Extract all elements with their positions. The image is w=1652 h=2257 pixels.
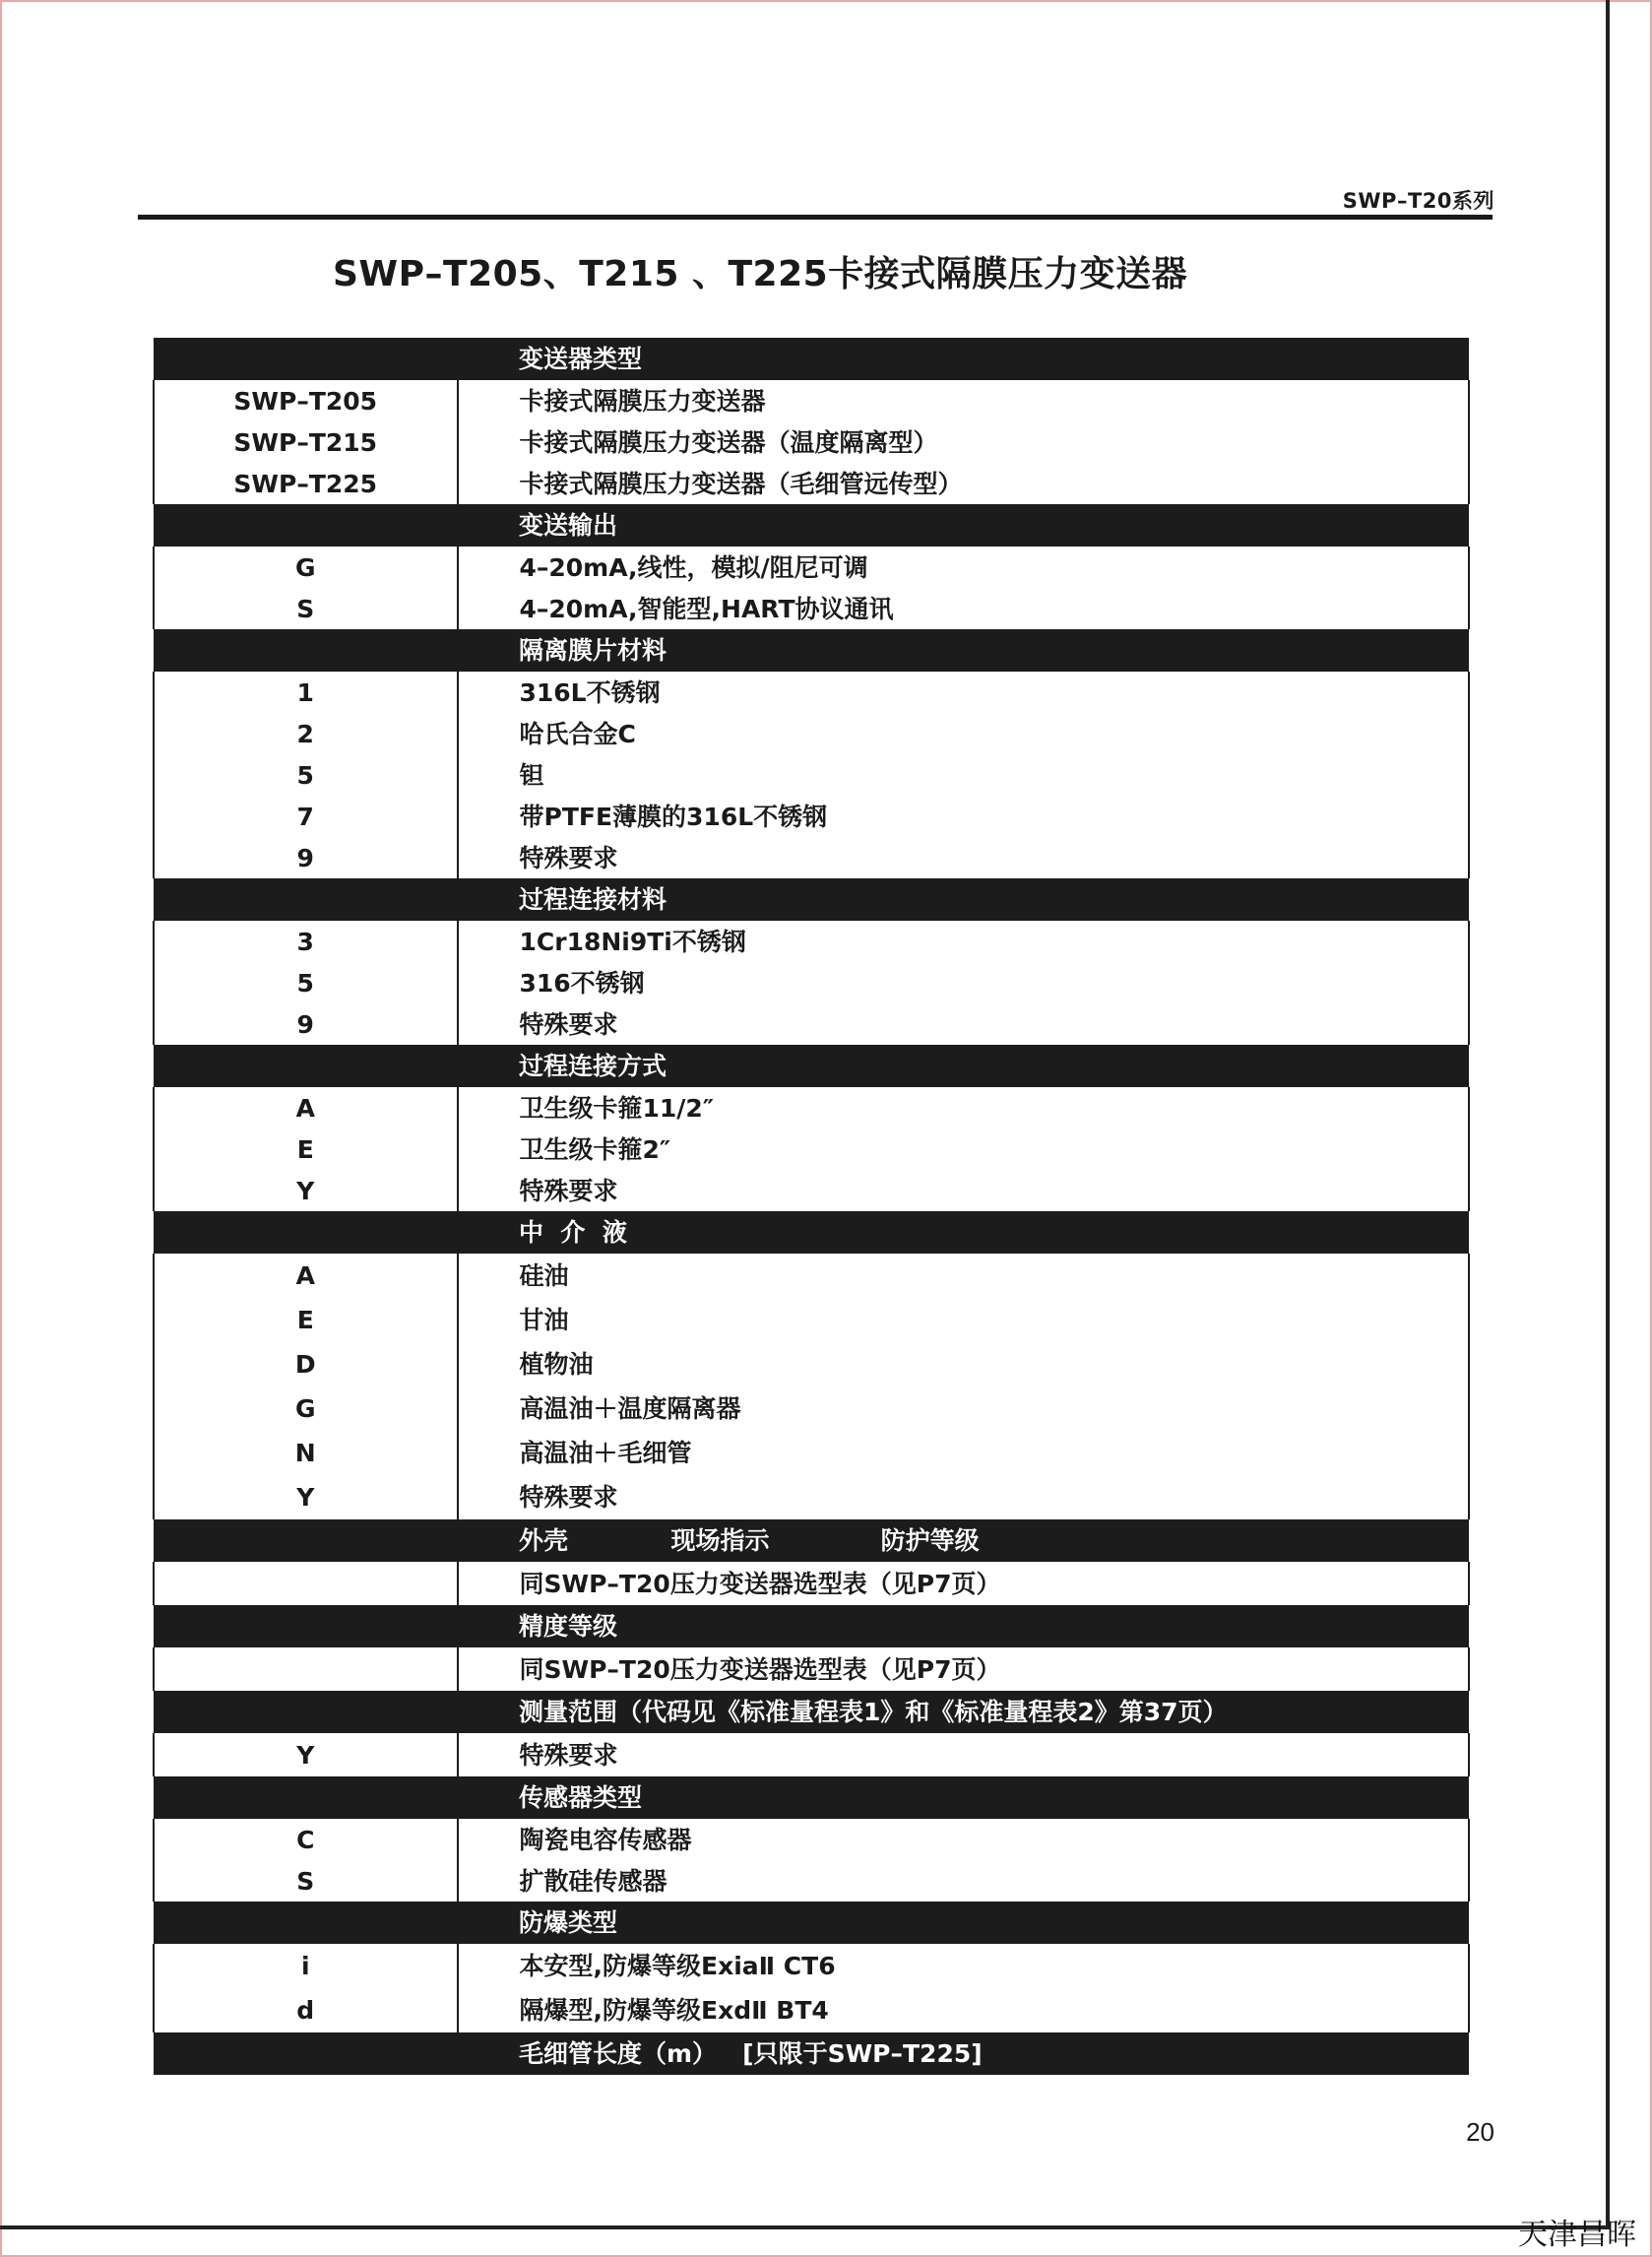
option-code: 5	[154, 962, 458, 1003]
option-code: N	[154, 1431, 458, 1475]
option-row	[154, 837, 1469, 878]
option-description: 特殊要求	[458, 837, 1470, 878]
option-description: 1Cr18Ni9Ti不锈钢	[458, 921, 1470, 962]
option-row	[154, 1003, 1469, 1045]
option-description: 同SWP–T20压力变送器选型表（见P7页）	[458, 1562, 1470, 1605]
option-description: 硅油	[458, 1254, 1470, 1298]
option-description: 同SWP–T20压力变送器选型表（见P7页）	[458, 1647, 1470, 1691]
option-code: d	[154, 1988, 458, 2032]
option-description: 隔爆型,防爆等级ExdⅡ BT4	[458, 1988, 1470, 2032]
section-header-row	[154, 1211, 1469, 1254]
section-header-row	[154, 504, 1469, 547]
watermark: 天津昌晖	[1518, 2218, 1636, 2252]
option-code: 5	[154, 754, 458, 796]
option-description: 卡接式隔膜压力变送器（温度隔离型）	[458, 421, 1470, 463]
option-code: A	[154, 1087, 458, 1128]
section-header-title: 中 介 液	[458, 1211, 1470, 1254]
section-header-title: 过程连接方式	[458, 1045, 1470, 1087]
section-header-title: 防爆类型	[458, 1902, 1470, 1944]
section-header-title: 变送器类型	[458, 338, 1470, 380]
option-code: C	[154, 1819, 458, 1860]
option-description: 哈氏合金C	[458, 713, 1470, 754]
option-code	[154, 1562, 458, 1605]
section-header-code-cell	[154, 1045, 458, 1087]
option-row	[154, 463, 1469, 504]
option-code: SWP–T205	[154, 380, 458, 421]
option-code	[154, 1647, 458, 1691]
page-frame-bottom	[0, 2225, 1610, 2229]
section-header-title: 传感器类型	[458, 1776, 1470, 1819]
page-frame-right	[1606, 0, 1610, 2227]
option-row	[154, 1087, 1469, 1128]
option-row	[154, 1298, 1469, 1342]
option-code: 3	[154, 921, 458, 962]
section-header-title: 毛细管长度（m） [只限于SWP–T225]	[458, 2032, 1470, 2075]
option-row	[154, 421, 1469, 463]
section-header-code-cell	[154, 1605, 458, 1647]
option-row	[154, 547, 1469, 588]
section-header-row	[154, 1605, 1469, 1647]
option-row	[154, 588, 1469, 629]
section-header-code-cell	[154, 878, 458, 921]
option-row	[154, 1988, 1469, 2032]
option-row	[154, 796, 1469, 837]
section-header-code-cell	[154, 1902, 458, 1944]
option-description: 4–20mA,线性，模拟/阻尼可调	[458, 547, 1470, 588]
option-description: 甘油	[458, 1298, 1470, 1342]
option-code: 9	[154, 1003, 458, 1045]
section-header-code-cell	[154, 1519, 458, 1562]
selection-table	[153, 338, 1470, 2075]
option-code: 7	[154, 796, 458, 837]
option-row	[154, 1431, 1469, 1475]
section-header-code-cell	[154, 1211, 458, 1254]
option-description: 卡接式隔膜压力变送器	[458, 380, 1470, 421]
section-header-title: 变送输出	[458, 504, 1470, 547]
option-row	[154, 1342, 1469, 1386]
option-description: 特殊要求	[458, 1003, 1470, 1045]
selection-table-body	[154, 338, 1469, 2075]
section-header-title: 过程连接材料	[458, 878, 1470, 921]
option-description: 钽	[458, 754, 1470, 796]
option-description: 特殊要求	[458, 1733, 1470, 1776]
option-code: G	[154, 1386, 458, 1431]
option-code: E	[154, 1298, 458, 1342]
option-code: SWP–T225	[154, 463, 458, 504]
section-header-row	[154, 2032, 1469, 2075]
option-row	[154, 1170, 1469, 1211]
option-description: 本安型,防爆等级ExiaⅡ CT6	[458, 1944, 1470, 1988]
option-code: S	[154, 1860, 458, 1902]
option-description: 特殊要求	[458, 1170, 1470, 1211]
option-description: 带PTFE薄膜的316L不锈钢	[458, 796, 1470, 837]
section-header-row	[154, 1691, 1469, 1733]
section-header-title: 隔离膜片材料	[458, 629, 1470, 672]
section-header-row	[154, 1902, 1469, 1944]
option-description: 卡接式隔膜压力变送器（毛细管远传型）	[458, 463, 1470, 504]
option-description: 316L不锈钢	[458, 672, 1470, 713]
option-code: 9	[154, 837, 458, 878]
option-code: i	[154, 1944, 458, 1988]
option-code: SWP–T215	[154, 421, 458, 463]
option-code: G	[154, 547, 458, 588]
option-row	[154, 380, 1469, 421]
header-rule	[138, 215, 1493, 220]
option-row	[154, 672, 1469, 713]
option-code: A	[154, 1254, 458, 1298]
section-header-code-cell	[154, 1776, 458, 1819]
option-row	[154, 1647, 1469, 1691]
option-code: E	[154, 1128, 458, 1170]
option-row	[154, 1860, 1469, 1902]
section-header-title: 精度等级	[458, 1605, 1470, 1647]
section-header-row	[154, 1519, 1469, 1562]
section-header-row	[154, 1776, 1469, 1819]
section-header-code-cell	[154, 338, 458, 380]
option-description: 植物油	[458, 1342, 1470, 1386]
section-header-code-cell	[154, 1691, 458, 1733]
option-row	[154, 1386, 1469, 1431]
option-code: Y	[154, 1475, 458, 1519]
option-description: 特殊要求	[458, 1475, 1470, 1519]
option-description: 316不锈钢	[458, 962, 1470, 1003]
option-row	[154, 921, 1469, 962]
section-header-row	[154, 629, 1469, 672]
option-row	[154, 754, 1469, 796]
option-code: S	[154, 588, 458, 629]
section-header-code-cell	[154, 2032, 458, 2075]
option-description: 高温油＋毛细管	[458, 1431, 1470, 1475]
section-header-row	[154, 1045, 1469, 1087]
option-row	[154, 1475, 1469, 1519]
option-row	[154, 713, 1469, 754]
option-description: 扩散硅传感器	[458, 1860, 1470, 1902]
section-header-title: 外壳 现场指示 防护等级	[458, 1519, 1470, 1562]
option-row	[154, 1733, 1469, 1776]
option-row	[154, 962, 1469, 1003]
document-title: SWP–T205、T215 、T225卡接式隔膜压力变送器	[333, 254, 1188, 294]
section-header-code-cell	[154, 629, 458, 672]
option-description: 陶瓷电容传感器	[458, 1819, 1470, 1860]
option-description: 卫生级卡箍11/2″	[458, 1087, 1470, 1128]
section-header-row	[154, 338, 1469, 380]
option-code: D	[154, 1342, 458, 1386]
series-label: SWP–T20系列	[1342, 189, 1494, 213]
option-code: 2	[154, 713, 458, 754]
option-row	[154, 1819, 1469, 1860]
option-row	[154, 1562, 1469, 1605]
page-number: 20	[1466, 2117, 1494, 2147]
option-code: 1	[154, 672, 458, 713]
option-code: Y	[154, 1170, 458, 1211]
option-row	[154, 1944, 1469, 1988]
option-row	[154, 1254, 1469, 1298]
option-code: Y	[154, 1733, 458, 1776]
option-description: 4–20mA,智能型,HART协议通讯	[458, 588, 1470, 629]
option-row	[154, 1128, 1469, 1170]
section-header-title: 测量范围（代码见《标准量程表1》和《标准量程表2》第37页）	[458, 1691, 1470, 1733]
option-description: 高温油＋温度隔离器	[458, 1386, 1470, 1431]
section-header-row	[154, 878, 1469, 921]
option-description: 卫生级卡箍2″	[458, 1128, 1470, 1170]
section-header-code-cell	[154, 504, 458, 547]
